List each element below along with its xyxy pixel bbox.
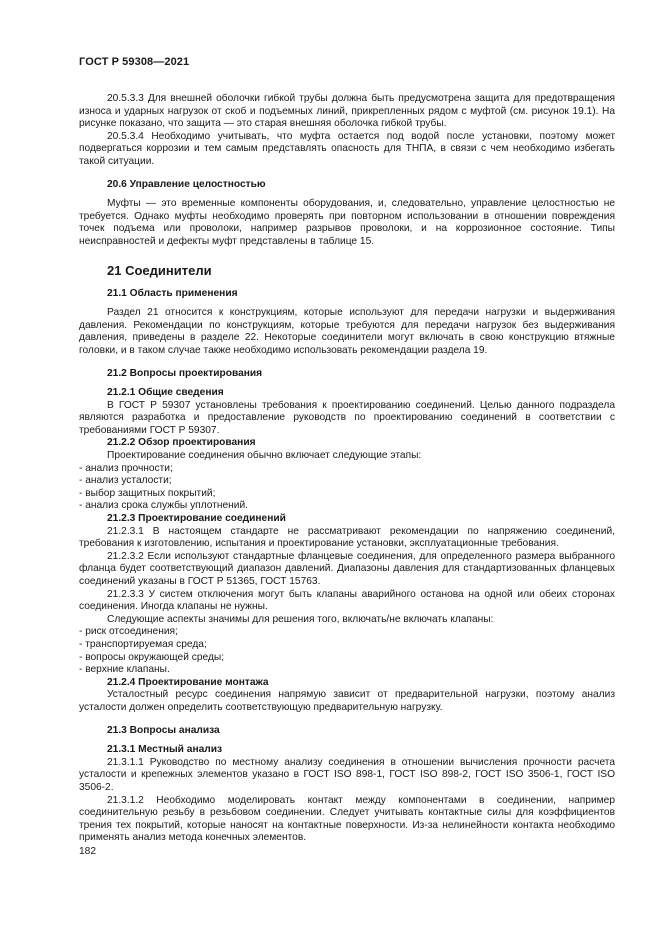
heading-20-6: 20.6 Управление целостностью: [107, 178, 266, 190]
heading-21: 21 Соединители: [107, 262, 212, 278]
list-item: - верхние клапаны.: [79, 664, 170, 676]
page-number: 182: [79, 846, 96, 857]
list-item: - анализ срока службы уплотнений.: [79, 500, 248, 512]
paragraph-20-6: Муфты — это временные компоненты оборудования, и, следовательно, управление целостностью не требуется. Однако муфты необходимо проверять при повторном использовании в отношении повреждения точек подъема или проволоки, например разрывов проволоки, и на коррозионное состояние. Типы неисправностей и дефекты муфт представлены в таблице 15.: [79, 198, 615, 247]
paragraph-20-5-3-3: 20.5.3.3 Для внешней оболочки гибкой трубы должна быть предусмотрена защита для предотвращения износа и ударных нагрузок от скоб и подъемных линий, прикрепленных рядом с муфтой (см. рисунок 19.1). На рисунке показано, что защита — это старая внешняя оболочка гибкой трубы.: [79, 93, 615, 130]
paragraph-20-5-3-4: 20.5.3.4 Необходимо учитывать, что муфта остается под водой после установки, поэтому может подвергаться коррозии и тем самым представлять опасность для ТНПА, в связи с чем необходимо избегать такой ситуации.: [79, 130, 615, 167]
heading-21-2: 21.2 Вопросы проектирования: [107, 367, 263, 379]
paragraph-21-2-3-1: 21.2.3.1 В настоящем стандарте не рассматривают рекомендации по напряжению соединений, требования к изготовлению, испытания и проектирование установки, эксплуатационные требования.: [79, 525, 615, 550]
list-item: - анализ усталости;: [79, 475, 172, 487]
list-item: - анализ прочности;: [79, 462, 173, 474]
heading-21-2-3: 21.2.3 Проектирование соединений: [107, 513, 286, 525]
list-item: - вопросы окружающей среды;: [79, 651, 225, 663]
heading-21-2-2: 21.2.2 Обзор проектирования: [107, 437, 256, 449]
paragraph-21-3-1-1: 21.3.1.1 Руководство по местному анализу соединения в отношении вычисления прочности расчета усталости и крепежных элементов указано в ГОСТ ISO 898-1, ГОСТ ISO 898-2, ГОСТ ISO 3506-1, ГОСТ ISO 3506-2.: [79, 756, 615, 793]
paragraph-21-2-2: Проектирование соединения обычно включает следующие этапы:: [107, 450, 422, 462]
heading-21-2-4: 21.2.4 Проектирование монтажа: [107, 676, 269, 688]
heading-21-2-1: 21.2.1 Общие сведения: [107, 387, 224, 399]
paragraph-21-1: Раздел 21 относится к конструкциям, которые используют для передачи нагрузки и выдерживания давления. Рекомендации по конструкциям, которые требуются для передачи нагрузок без выдерживания давления, приведены в разделе 22. Некоторые соединители могут включать в свою конструкцию втяжные головки, и в таком случае также необходимо использовать рекомендации раздела 19.: [79, 307, 615, 356]
list-item: - выбор защитных покрытий;: [79, 487, 216, 499]
heading-21-1: 21.1 Область применения: [107, 287, 238, 299]
standard-id-header: ГОСТ Р 59308—2021: [79, 56, 190, 68]
paragraph-21-3-1-2: 21.3.1.2 Необходимо моделировать контакт между компонентами в соединении, например соединительную резьбу в резьбовом соединении. Следует учитывать контактные силы для коэффициентов трения тех покрытий, которые наносят на контактные поверхности. Из-за нелинейности контакта необходимо применять анализ метода конечных элементов.: [79, 794, 615, 844]
paragraph-21-2-3-2: 21.2.3.2 Если используют стандартные фланцевые соединения, для определенного размера выбранного фланца будет соответствующий диапазон давлений. Диапазоны давления для стандартизованных фланцевых соединений указаны в ГОСТ Р 51365, ГОСТ 15763.: [79, 550, 615, 587]
page-body: [79, 93, 615, 845]
heading-21-3-1: 21.3.1 Местный анализ: [107, 744, 223, 756]
heading-21-3: 21.3 Вопросы анализа: [107, 724, 220, 736]
paragraph-21-2-1: В ГОСТ Р 59307 установлены требования к проектированию соединений. Целью данного подраздела являются разработка и предоставление руководств по проектированию соединений в соответствии с требованиями ГОСТ Р 59307.: [79, 399, 615, 436]
paragraph-21-2-3-3: 21.2.3.3 У систем отключения могут быть клапаны аварийного останова на одной или обеих сторонах соединения. Иногда клапаны не нужны.: [79, 588, 615, 613]
list-item: - транспортируемая среда;: [79, 638, 207, 650]
list-item: - риск отсоединения;: [79, 626, 178, 638]
paragraph-21-2-3-3b: Следующие аспекты значимы для решения того, включать/не включать клапаны:: [107, 613, 494, 625]
paragraph-21-2-4: Усталостный ресурс соединения напрямую зависит от предварительной нагрузки, поэтому анализ усталости должен определить соответствующую предварительную нагрузку.: [79, 689, 615, 713]
